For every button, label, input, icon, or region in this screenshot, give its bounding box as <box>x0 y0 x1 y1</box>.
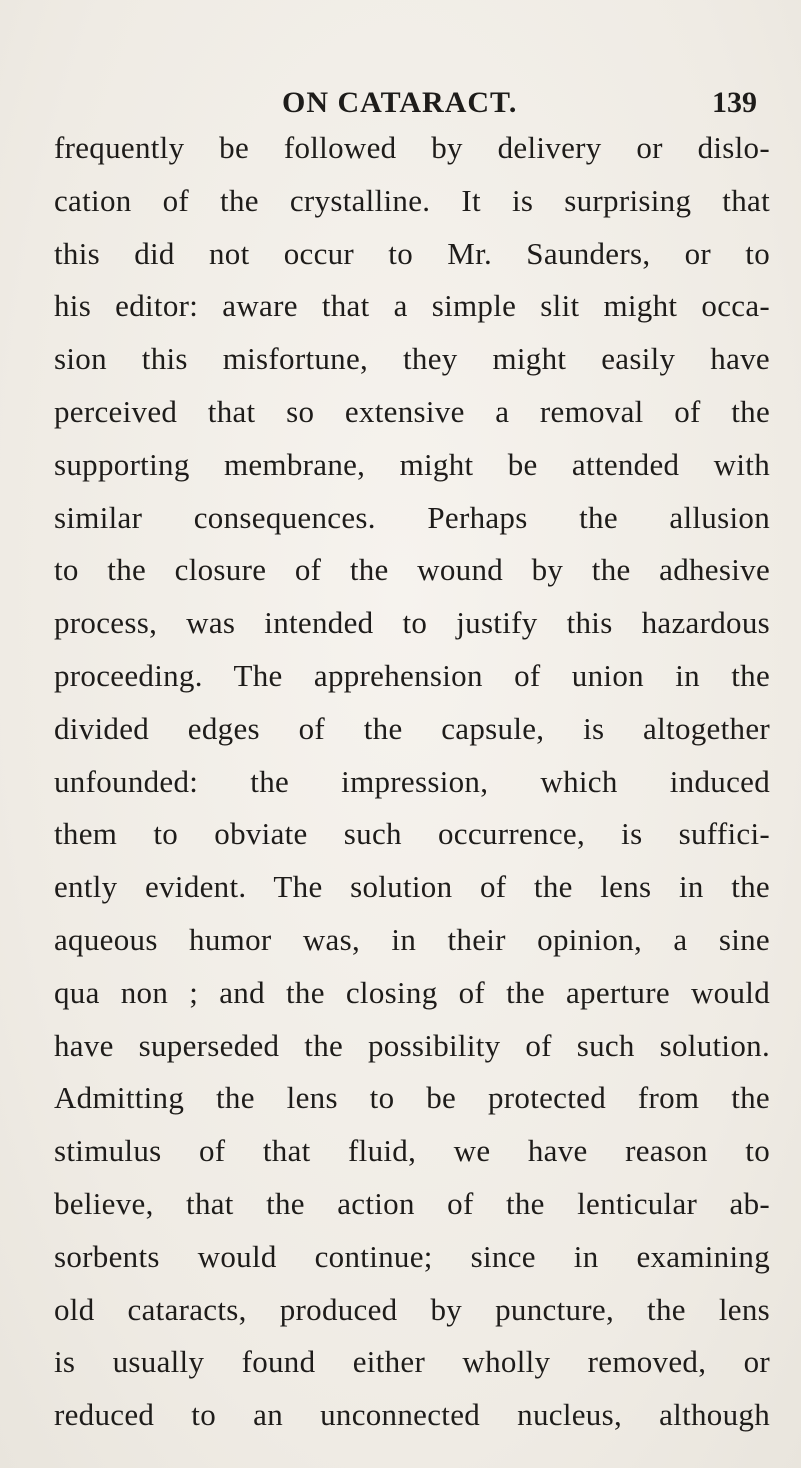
page-number: 139 <box>712 86 757 119</box>
text-line: aqueous humor was, in their opinion, a sine <box>54 921 770 957</box>
text-line: ently evident. The solution of the lens in the <box>54 869 770 905</box>
text-line: sion this misfortune, they might easily have <box>54 341 770 377</box>
text-line: believe, that the action of the lenticular ab- <box>54 1185 770 1221</box>
text-line: proceeding. The apprehension of union in the <box>54 657 770 693</box>
text-line: perceived that so extensive a removal of the <box>54 393 770 429</box>
text-line: his editor: aware that a simple slit might occa- <box>54 288 770 324</box>
text-line: to the closure of the wound by the adhesive <box>54 552 770 588</box>
text-line: stimulus of that fluid, we have reason to <box>54 1133 770 1169</box>
text-line: old cataracts, produced by puncture, the lens <box>54 1291 770 1327</box>
text-line: them to obviate such occurrence, is suffici- <box>54 816 770 852</box>
text-line: have superseded the possibility of such solution. <box>54 1027 770 1063</box>
running-head-title: ON CATARACT. <box>282 86 518 119</box>
text-line: unfounded: the impression, which induced <box>54 763 770 799</box>
text-line: qua non ; and the closing of the aperture would <box>54 974 770 1010</box>
text-line: supporting membrane, might be attended with <box>54 446 770 482</box>
text-line: Admitting the lens to be protected from the <box>54 1080 770 1116</box>
text-line: cation of the crystalline. It is surprising that <box>54 182 770 218</box>
text-line: this did not occur to Mr. Saunders, or to <box>54 235 770 271</box>
body-text <box>54 122 770 1442</box>
text-line: similar consequences. Perhaps the allusion <box>54 499 770 535</box>
text-line: reduced to an unconnected nucleus, although <box>54 1397 770 1433</box>
text-line: sorbents would continue; since in examining <box>54 1238 770 1274</box>
text-line: frequently be followed by delivery or dislo- <box>54 130 770 165</box>
text-line: is usually found either wholly removed, or <box>54 1344 770 1380</box>
text-line: divided edges of the capsule, is altogether <box>54 710 770 746</box>
text-line: process, was intended to justify this hazardous <box>54 605 770 641</box>
